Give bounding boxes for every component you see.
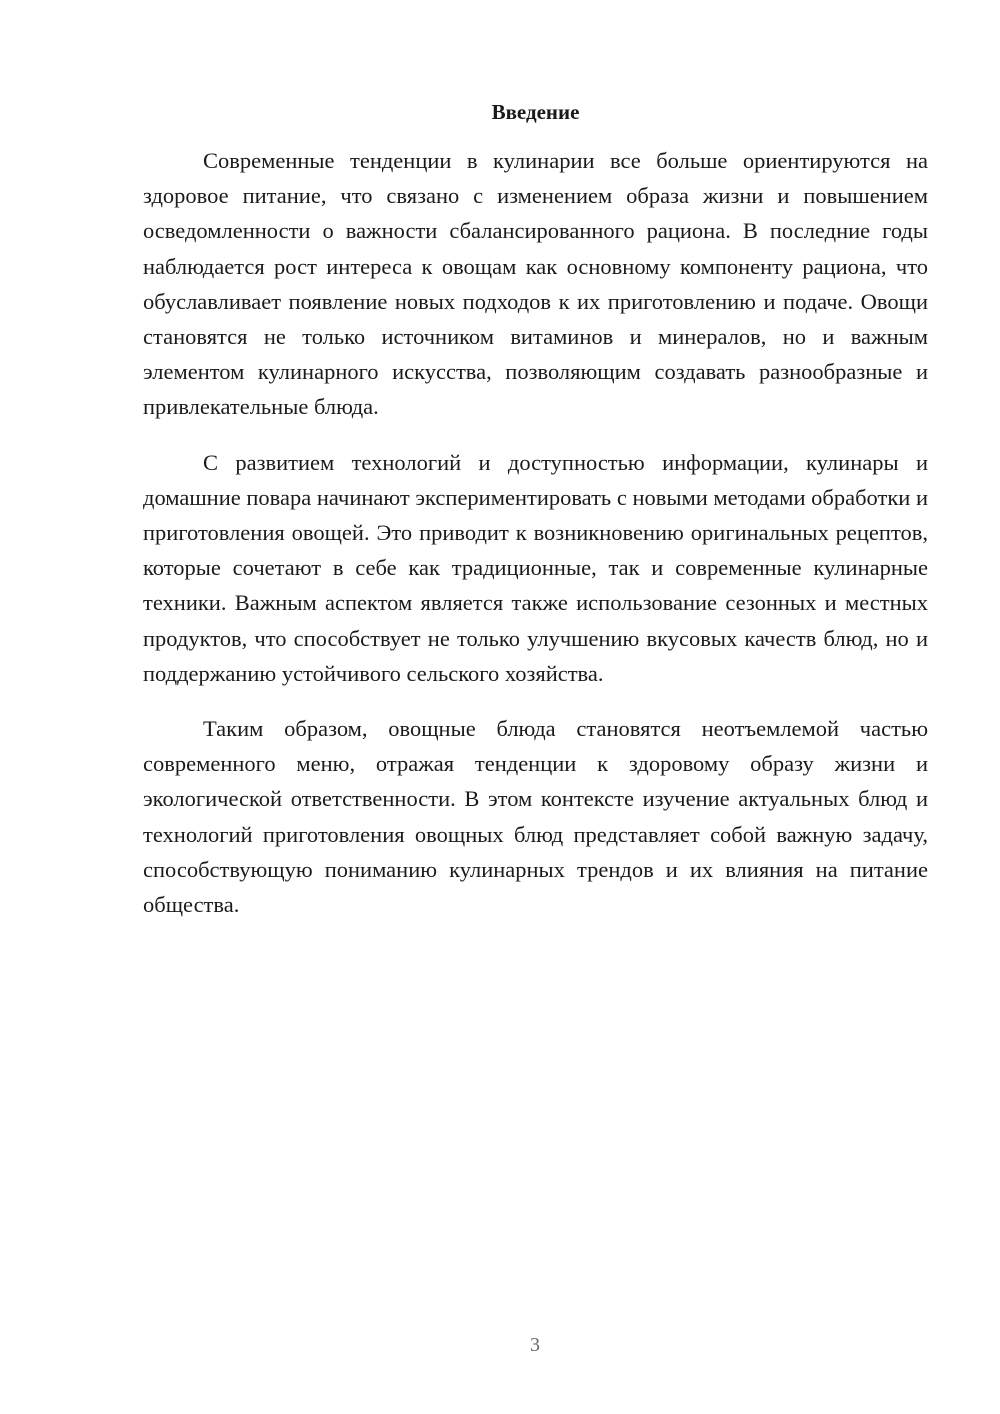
page-number: 3 bbox=[530, 1334, 540, 1356]
body-text bbox=[143, 143, 928, 942]
paragraph-2: С развитием технологий и доступностью информации, кулинары и домашние повара начинают экспериментировать с новыми методами обработки и приготовления овощей. Это приводит к возникновению оригинальных рецептов, которые сочетают в себе как традиционные, так и современные кулинарные техники. Важным аспектом является также использование сезонных и местных продуктов, что способствует не только улучшению вкусовых качеств блюд, но и поддержанию устойчивого сельского хозяйства. bbox=[143, 449, 928, 686]
paragraph-3: Таким образом, овощные блюда становятся неотъемлемой частью современного меню, отражая тенденции к здоровому образу жизни и экологической ответственности. В этом контексте изучение актуальных блюд и технологий приготовления овощных блюд представляет собой важную задачу, способствующую пониманию кулинарных трендов и их влияния на питание общества. bbox=[143, 716, 928, 918]
paragraph-1: Современные тенденции в кулинарии все больше ориентируются на здоровое питание, что связано с изменением образа жизни и повышением осведомленности о важности сбалансированного рациона. В последние годы наблюдается рост интереса к овощам как основному компоненту рациона, что обуславливает появление новых подходов к их приготовлению и подаче. Овощи становятся не только источником витаминов и минералов, но и важным элементом кулинарного искусства, позволяющим создавать разнообразные и привлекательные блюда. bbox=[143, 148, 928, 420]
section-heading: Введение bbox=[491, 100, 580, 124]
